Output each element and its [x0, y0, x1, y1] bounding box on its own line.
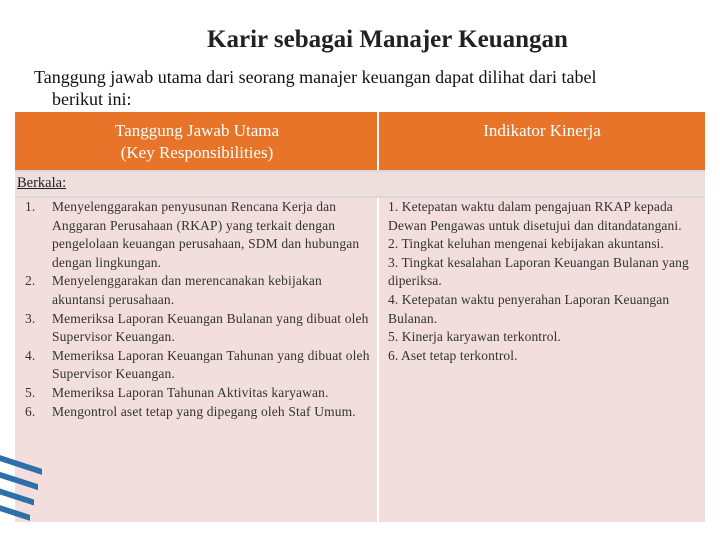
indicators-list	[379, 198, 705, 365]
responsibility-number: 6.	[25, 403, 36, 419]
slide-title	[0, 26, 720, 54]
header-responsibilities	[15, 112, 379, 170]
responsibilities-cell	[15, 198, 379, 522]
responsibility-number: 1.	[25, 199, 36, 214]
responsibility-item	[15, 272, 379, 309]
responsibility-table	[15, 112, 705, 522]
responsibility-item	[15, 198, 379, 272]
responsibility-text: Menyelenggarakan penyusunan Rencana Kerja dan Anggaran Perusahaan (RKAP) yang terkait dengan pengelolaan keuangan perusahaan, SDM dan hubungan dengan lingkungan.	[52, 199, 360, 270]
section-row	[15, 172, 705, 196]
responsibility-text: Mengontrol aset tetap yang dipegang oleh Staf Umum.	[52, 403, 356, 419]
indicator-item: 2. Tingkat keluhan mengenai kebijakan akuntansi.	[388, 236, 664, 252]
intro-line-1: Tanggung jawab utama dari seorang manajer keuangan dapat dilihat dari tabel	[34, 67, 597, 87]
responsibility-item	[15, 310, 379, 347]
responsibility-item	[15, 384, 379, 403]
header-responsibilities-line1: Tanggung Jawab Utama	[114, 121, 280, 140]
responsibility-text: Memeriksa Laporan Keuangan Bulanan yang dibuat oleh Supervisor Keuangan.	[52, 310, 369, 345]
responsibility-text: Memeriksa Laporan Tahunan Aktivitas karyawan.	[52, 384, 329, 400]
header-indicators: Indikator Kinerja	[483, 121, 601, 140]
responsibility-number: 2.	[25, 273, 36, 289]
responsibility-number: 4.	[25, 347, 36, 363]
slide-title-text: Karir sebagai Manajer Keuangan	[207, 26, 568, 53]
responsibility-text: Memeriksa Laporan Keuangan Tahunan yang dibuat oleh Supervisor Keuangan.	[52, 347, 370, 382]
responsibility-number: 3.	[25, 310, 36, 326]
intro-line-2: berikut ini:	[52, 89, 132, 109]
responsibility-number: 5.	[25, 384, 36, 400]
indicator-item: 1. Ketepatan waktu dalam pengajuan RKAP kepada Dewan Pengawas untuk disetujui dan ditandatangani.	[388, 199, 682, 233]
responsibility-item	[15, 403, 379, 422]
indicators-cell	[379, 198, 705, 522]
table-body-row	[15, 198, 705, 522]
indicator-item: 6. Aset tetap terkontrol.	[388, 347, 518, 363]
intro-paragraph	[34, 66, 694, 110]
header-responsibilities-line2: (Key Responsibilities)	[120, 143, 274, 162]
responsibilities-list	[15, 198, 379, 421]
table-header-row	[15, 112, 705, 170]
responsibility-text: Menyelenggarakan dan merencanakan kebijakan akuntansi perusahaan.	[52, 273, 322, 307]
responsibility-item	[15, 347, 379, 384]
indicator-item: 5. Kinerja karyawan terkontrol.	[388, 329, 561, 345]
indicator-item: 3. Tingkat kesalahan Laporan Keuangan Bulanan yang diperiksa.	[388, 254, 689, 289]
section-label: Berkala:	[17, 175, 67, 191]
indicator-item: 4. Ketepatan waktu penyerahan Laporan Keuangan Bulanan.	[388, 291, 670, 326]
